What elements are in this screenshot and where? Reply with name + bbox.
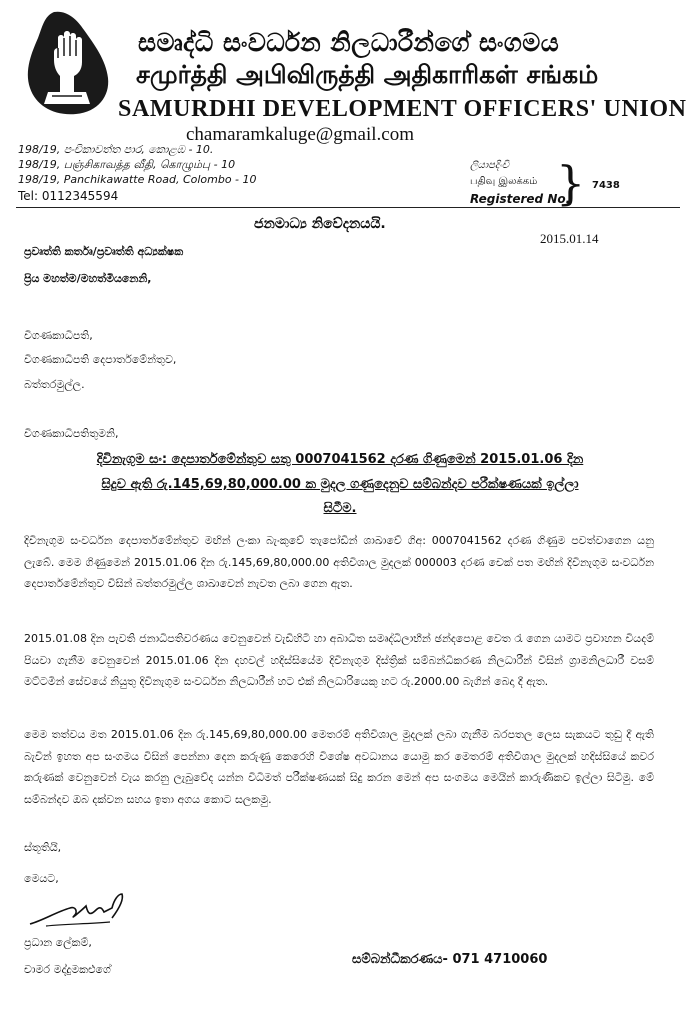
addressee-line-2: ප්‍රිය මහත්ම/මහත්මියනෙනි, xyxy=(24,272,152,285)
org-name-sinhala: සමෘද්ධි සංවර්ධන නිලධාරීන්ගේ සංගමය xyxy=(138,28,560,57)
recipient-line-1: විගණකාධිපති, xyxy=(24,329,93,342)
body-paragraph-3: මෙම තත්වය මත 2015.01.06 දින රු.145,69,80,000.00 මෙතරම් අතිවිශාල මුදලක් ලබා ගැනීම බරපතල ලෙස සැකයට තුඩු දී ඇති බැවින් ඉහත අප සංගමය විසින් පෙන්නා දෙන කරුණු කෙරෙහි විශේෂ අවධානය යොමු කර මෙතරම් අතිවිශාල මුදලක් හදිස්සියේ කවර කරුණක් වෙනුවෙන් වැය කරනු ලැබුවේද යන්න විධිමත් පරීක්ෂණයක් සිදු කරන මෙන් අප සංගමය මෙයින් කාරුණිකව ඉල්ලා සිටිමු. මේ සම්බන්දව ඔබ දක්වන සහය ඉතා අගය කොට සලකමු. xyxy=(24,728,654,806)
address-english: 198/19, Panchikawatte Road, Colombo - 10 xyxy=(18,173,257,186)
email-address: chamaramkaluge@gmail.com xyxy=(186,124,414,145)
signature-icon xyxy=(26,890,136,936)
union-logo xyxy=(14,8,118,118)
signatory-name: චාමර මද්දුමකළුගේ xyxy=(24,963,111,976)
recipient-line-3: බත්තරමුල්ල. xyxy=(24,378,85,391)
org-name-english: SAMURDHI DEVELOPMENT OFFICERS' UNION xyxy=(118,96,687,122)
signatory-title: ප්‍රධාන ලේකම්, xyxy=(24,936,92,949)
subject-line-1 xyxy=(24,448,656,472)
brace-icon: } xyxy=(556,156,586,210)
union-logo-icon xyxy=(14,8,118,118)
closing-sincerely: මෙයට, xyxy=(24,872,59,885)
recipient-line-2: විගණකාධිපති දෙපාර්තමේන්තුව, xyxy=(24,353,177,366)
registration-number: 7438 xyxy=(592,180,620,191)
closing-thanks: ස්තූතියි, xyxy=(24,841,62,854)
subject-text-2: සිදුව ඇති රු.145,69,80,000.00 ක මුදල ගණුදෙනුව සම්බන්දව පරීක්ෂණයක් ඉල්ලා xyxy=(101,477,579,492)
subject-text-1: දිවිනැගුම සං: දෙපාර්තමේන්තුව සතු 0007041562 දරණ ගිණුමෙන් 2015.01.06 දින xyxy=(96,452,584,467)
reg-label-tamil: பதிவு இலக்கம் xyxy=(470,176,538,187)
address-sinhala: 198/19, පංචිකාවත්ත පාර, කොළඹ - 10. xyxy=(18,143,214,156)
subject-text-3: සිටීම. xyxy=(323,501,357,516)
header-divider xyxy=(16,207,680,208)
subject-line-3 xyxy=(24,497,656,521)
body-paragraph-2: 2015.01.08 දින පැවති ජනාධිපතිවරණය වෙනුවෙන් වැඩිහිටි හා අබාධිත සමෘද්ධිලාභීන් ඡන්දපොළ වෙත රැ ගෙන යාමට ප්‍රවාහන වියදම් පියවා ගැනීම වෙනුවෙන් 2015.01.06 දින දහවල් හදිස්සියේම දිවිනැගුම දිස්ත්‍රික් සම්බන්ධීකරණ නිලධාරීන් විසින් ග්‍රාමනිලධාරී වසම් මට්ටමින් සේවයේ නියුතු දිවිනැගුම සංවර්ධන නිලධාරීන් හට එක් නිලධාරියෙකු හට රු.2000.00 බැගින් බෙදා දී ඇත. xyxy=(24,632,654,688)
org-name-tamil: சமுர்த்தி அபிவிருத்தி அதிகாரிகள் சங்கம் xyxy=(136,60,599,89)
contact-number: සම්බන්ධීකරණය- 071 4710060 xyxy=(352,952,548,967)
reg-label-english: Registered No. xyxy=(470,192,571,206)
addressee-line-1: ප්‍රවෘත්ති කර්තෘ/ප්‍රවෘත්ති අධ්‍යක්ෂක xyxy=(24,245,184,258)
salutation: විගණකාධිපතිතුමනි, xyxy=(24,427,119,440)
subject-line-2 xyxy=(24,473,656,497)
reg-label-sinhala: ලියාපදිංචි xyxy=(470,160,510,171)
document-title: ජනමාධ්‍ය නිවේදනයයි. xyxy=(254,216,386,232)
letter-date: 2015.01.14 xyxy=(540,231,599,246)
address-tamil: 198/19, பஞ்சிகாவத்த வீதி, கொழும்பு - 10 xyxy=(18,158,236,171)
body-paragraph-1: දිවිනැගුම සංවර්ධන දෙපාර්තමේන්තුව මඟින් ලංකා බැංකුවේ තැපෝඩින් ශාඛාවේ ගිඅ: 0007041562 දරණ ගිණුම පවත්වාගෙන යනු ලැබේ. මෙම ගිණුමෙන් 2015.01.06 දින රු.145,69,80,000.00 අතිවිශාල මුදලක් 000003 දරණ චෙක් පත මඟින් දිවිනැගුම සංවර්ධන දෙපාර්තමේන්තුව විසින් බත්තරමුල්ල ශාඛාවෙන් නැවත ලබා ගෙන ඇත. xyxy=(24,534,654,590)
phone-number: Tel: 0112345594 xyxy=(18,189,119,203)
